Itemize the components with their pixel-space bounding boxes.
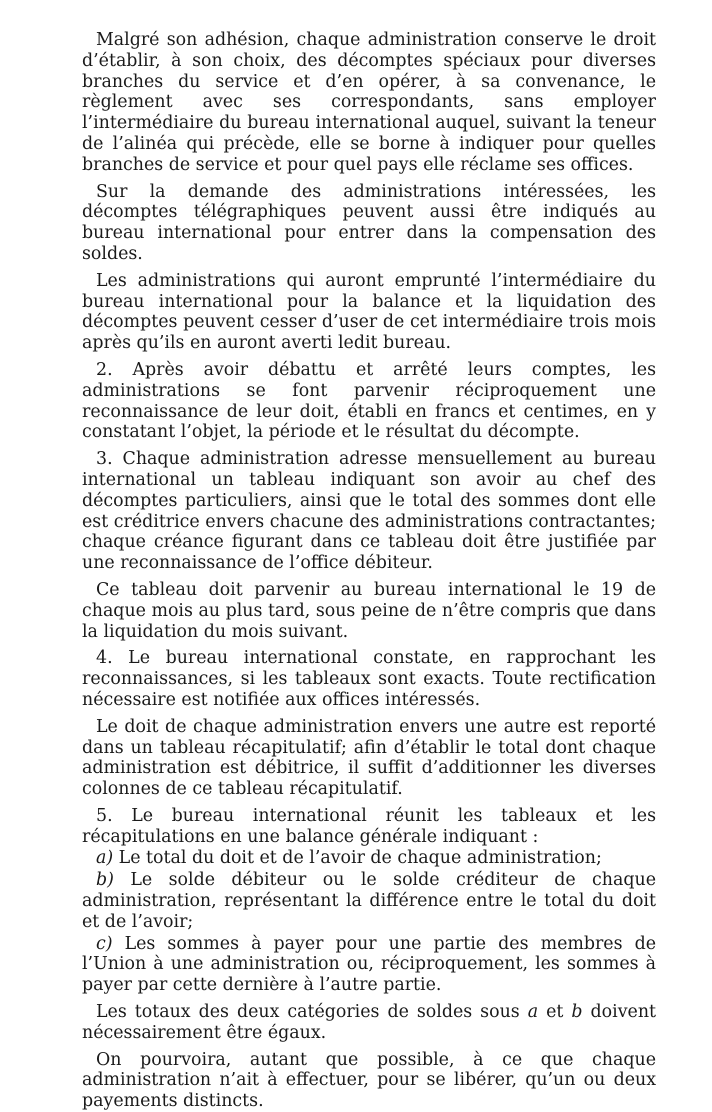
list-item-a	[82, 848, 656, 869]
paragraph-article-4: 4. Le bureau international constate, en rapprochant les reconnaissances, si les tableaux sont exacts. Toute rectification nécessaire est notifiée aux offices intéressés.	[82, 648, 656, 710]
paragraph-payments: On pourvoira, autant que possible, à ce que chaque administration n’ait à effectuer, pour se libérer, qu’un ou deux payements distincts.	[82, 1049, 656, 1112]
symbol-a: a	[527, 1002, 539, 1023]
list-item-letter: a)	[96, 848, 114, 869]
totals-text-start: Les totaux des deux catégories de soldes sous	[96, 1002, 528, 1023]
list-item-c	[82, 934, 656, 996]
totals-text-mid: et	[538, 1002, 572, 1023]
list-item-b	[82, 870, 656, 932]
list-item-letter: c)	[96, 933, 113, 954]
paragraph-deadline: Ce tableau doit parvenir au bureau international le 19 de chaque mois au plus tard, sous peine de n’être compris que dans la liquidation du mois suivant.	[82, 579, 656, 642]
paragraph-totals-equal	[82, 1002, 656, 1044]
symbol-b: b	[571, 1002, 583, 1023]
paragraph-article-3: 3. Chaque administration adresse mensuellement au bureau international un tableau indiquant son avoir au chef des décomptes particuliers, ainsi que le total des sommes dont elle est créditrice envers chacune des administrations contractantes; chaque créance figurant dans ce tableau doit être justifiée par une reconnaissance de l’office débiteur.	[82, 449, 656, 574]
list-item-letter: b)	[96, 870, 114, 891]
totals-text-end: doivent nécessairement être égaux.	[82, 1002, 657, 1043]
paragraph-recap-table: Le doit de chaque administration envers une autre est reporté dans un tableau récapitulatif; afin d’établir le total dont chaque administration est débitrice, il suffit d’additionner les diverses colonnes de ce tableau récapitulatif.	[82, 716, 656, 800]
list-item-text: Le solde débiteur ou le solde créditeur de chaque administration, représentant la différence entre le total du doit et de l’avoir;	[82, 870, 656, 932]
paragraph-article-2: 2. Après avoir débattu et arrêté leurs comptes, les administrations se font parvenir réciproquement une reconnaissance de leur doit, établi en francs et centimes, en y constatant l’objet, la période et le résultat du décompte.	[82, 359, 656, 443]
paragraph-cease-intermediary: Les administrations qui auront emprunté l’intermédiaire du bureau international pour la balance et la liquidation des décomptes peuvent cesser d’user de cet intermédiaire trois mois après qu’ils en auront averti ledit bureau.	[82, 270, 656, 354]
list-item-text: Les sommes à payer pour une partie des membres de l’Union à une administration ou, réciproquement, les sommes à payer par cette dernière à l’autre partie.	[82, 933, 656, 996]
paragraph-telegraph-accounts: Sur la demande des administrations intéressées, les décomptes télégraphiques peuvent aussi être indiqués au bureau international pour entrer dans la compensation des soldes.	[82, 181, 656, 264]
paragraph-adhesion: Malgré son adhésion, chaque administration conserve le droit d’établir, à son choix, des décomptes spéciaux pour diverses branches du service et d’en opérer, à sa convenance, le règlement avec ses correspondants, sans employer l’intermédiaire du bureau international auquel, suivant la teneur de l’alinéa qui précède, elle se borne à indiquer pour quelles branches de service et pour quel pays elle réclame ses offices.	[82, 30, 656, 175]
list-item-text: Le total du doit et de l’avoir de chaque administration;	[113, 848, 602, 869]
paragraph-article-5: 5. Le bureau international réunit les tableaux et les récapitulations en une balance générale indiquant :	[82, 805, 656, 847]
